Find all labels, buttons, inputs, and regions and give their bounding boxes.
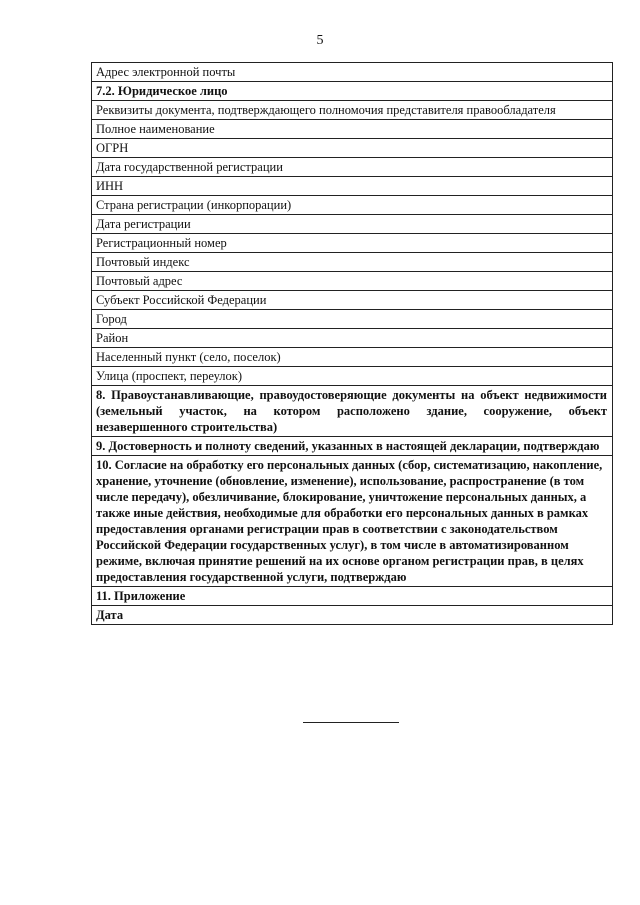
table-row [92,196,613,215]
district-field: Район [92,329,613,348]
representative-authority-document-field: Реквизиты документа, подтверждающего полномочия представителя правообладателя [92,101,613,120]
signature-line [303,722,399,723]
city-field: Город [92,310,613,329]
table-row [92,272,613,291]
table-row [92,120,613,139]
personal-data-consent-section: 10. Согласие на обработку его персональных данных (сбор, систематизацию, накопление, хранение, уточнение (обновление, изменение), использование, распространение (в том числе передачу), обезличивание, блокирование, уничтожение персональных данных, а также иные действия, необходимые для обработки его персональных данных в рамках предоставления органами регистрации прав в соответствии с законодательством Российской Федерации государственных услуг), в том числе в автоматизированном режиме, включая принятие решений на их основе органом регистрации прав, в целях предоставления государственной услуги, подтверждаю [92,456,613,587]
table-row [92,177,613,196]
accuracy-confirmation-section: 9. Достоверность и полноту сведений, указанных в настоящей декларации, подтверждаю [92,437,613,456]
table-row [92,310,613,329]
table-row [92,101,613,120]
full-name-field: Полное наименование [92,120,613,139]
section-legal-entity-heading: 7.2. Юридическое лицо [92,82,613,101]
table-row [92,291,613,310]
registration-country-field: Страна регистрации (инкорпорации) [92,196,613,215]
table-row [92,456,613,587]
title-documents-section: 8. Правоустанавливающие, правоудостоверяющие документы на объект недвижимости (земельный участок, на котором расположено здание, сооружение, объект незавершенного строительства) [92,386,613,437]
ogrn-field: ОГРН [92,139,613,158]
email-address-field: Адрес электронной почты [92,63,613,82]
table-row [92,348,613,367]
date-section: Дата [92,606,613,625]
settlement-field: Населенный пункт (село, поселок) [92,348,613,367]
table-row [92,82,613,101]
table-row [92,139,613,158]
page-number: 5 [316,33,324,48]
table-row [92,329,613,348]
state-registration-date-field: Дата государственной регистрации [92,158,613,177]
registration-number-field: Регистрационный номер [92,234,613,253]
table-row [92,367,613,386]
table-row [92,386,613,437]
table-row [92,253,613,272]
table-row [92,215,613,234]
street-field: Улица (проспект, переулок) [92,367,613,386]
postal-address-field: Почтовый адрес [92,272,613,291]
table-row [92,234,613,253]
registration-date-field: Дата регистрации [92,215,613,234]
table-row [92,63,613,82]
table-row [92,606,613,625]
declaration-form-table [91,62,613,625]
attachment-section: 11. Приложение [92,587,613,606]
inn-field: ИНН [92,177,613,196]
table-row [92,437,613,456]
table-row [92,158,613,177]
table-row [92,587,613,606]
federal-subject-field: Субъект Российской Федерации [92,291,613,310]
postal-code-field: Почтовый индекс [92,253,613,272]
